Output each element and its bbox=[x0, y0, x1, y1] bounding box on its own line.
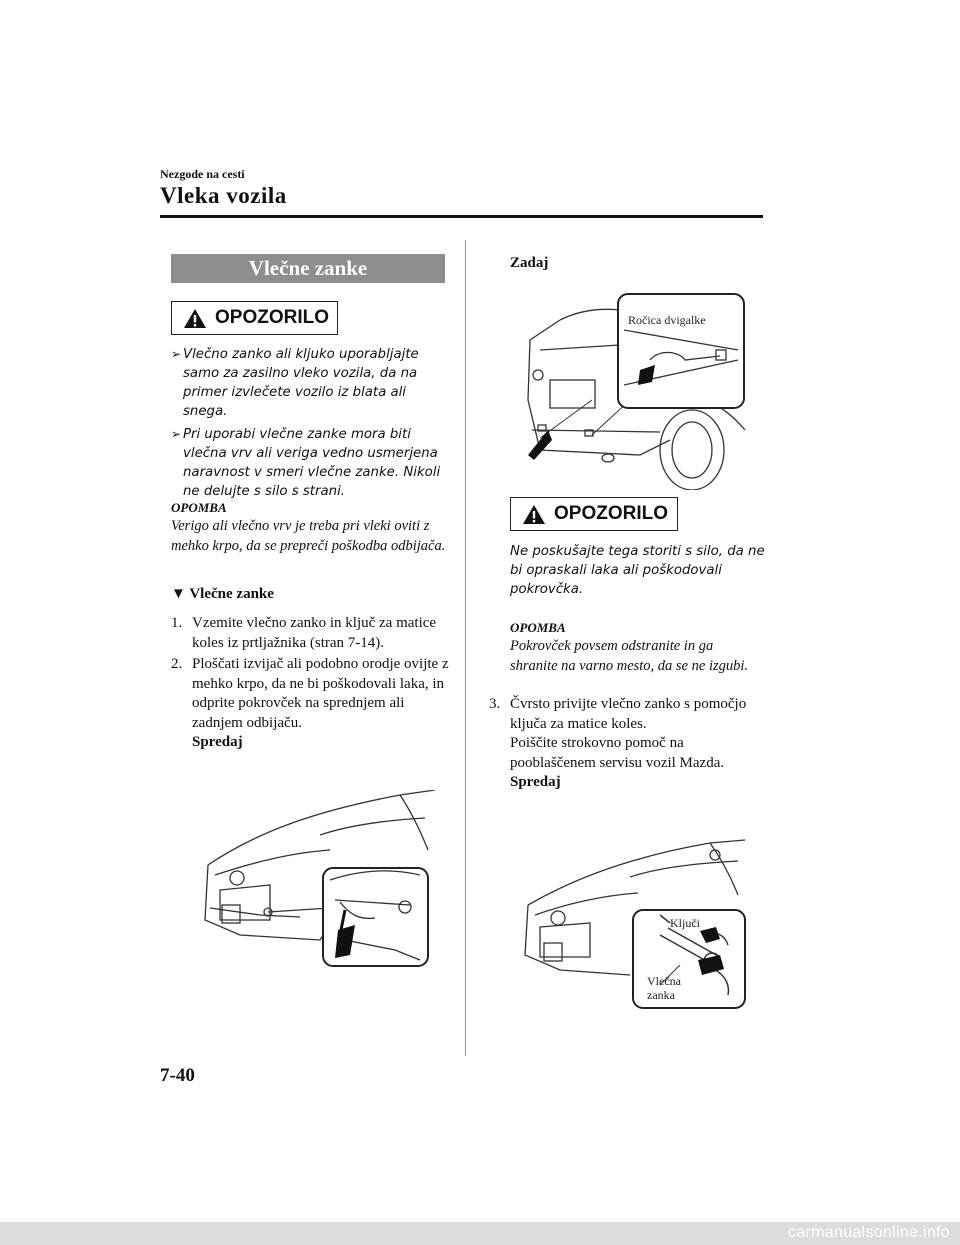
steps-list bbox=[489, 695, 765, 793]
note-body: Verigo ali vlečno vrv je treba pri vleki oviti z mehko krpo, da se prepreči poškodba odbijača. bbox=[171, 518, 446, 554]
list-item bbox=[171, 655, 457, 753]
warning-label: OPOZORILO bbox=[215, 307, 329, 328]
rear-bumper-illustration bbox=[520, 290, 750, 490]
list-item bbox=[171, 425, 451, 501]
key-label: Ključi bbox=[670, 916, 700, 930]
warning-box bbox=[510, 497, 678, 531]
figure-caption-front: Spredaj bbox=[192, 734, 243, 750]
jack-handle-label: Ročica dvigalke bbox=[628, 313, 706, 327]
step-text: Poiščite strokovno pomoč na pooblaščenem servisu vozil Mazda. bbox=[510, 735, 725, 771]
warning-text: Ne poskušajte tega storiti s silo, da ne bi opraskali laka ali poškodovali pokrovčka. bbox=[510, 544, 765, 597]
header-rule bbox=[160, 215, 763, 218]
step-text: Vzemite vlečno zanko in ključ za matice koles iz prtljažnika (stran 7-14). bbox=[192, 615, 437, 651]
figure-caption-rear: Zadaj bbox=[510, 255, 549, 271]
page-title: Vleka vozila bbox=[160, 183, 287, 208]
subsection-label: Vlečne zanke bbox=[189, 586, 274, 602]
triangle-down-icon: ▼ bbox=[171, 586, 186, 602]
note-body: Pokrovček povsem odstranite in ga shranite na varno mesto, da se ne izgubi. bbox=[510, 638, 749, 674]
step-number: 2. bbox=[171, 656, 183, 672]
list-item bbox=[489, 695, 765, 793]
steps-list bbox=[171, 614, 457, 755]
warning-label: OPOZORILO bbox=[554, 503, 668, 524]
arrow-bullet-icon: ➢ bbox=[171, 347, 182, 361]
section-title: Vlečne zanke bbox=[171, 254, 445, 283]
list-item bbox=[171, 614, 457, 653]
warning-icon bbox=[522, 504, 546, 525]
note-heading: OPOMBA bbox=[510, 620, 566, 635]
arrow-bullet-icon: ➢ bbox=[171, 427, 182, 441]
step-number: 3. bbox=[489, 696, 501, 712]
note-heading: OPOMBA bbox=[171, 500, 227, 515]
warning-list bbox=[171, 345, 451, 505]
watermark: carmanualsonline.info bbox=[788, 1224, 950, 1241]
step-text: Čvrsto privijte vlečno zanko s pomočjo ključa za matice koles. bbox=[510, 696, 747, 732]
hook-label-line1: Vlečna bbox=[647, 974, 681, 988]
column-divider bbox=[465, 240, 466, 1056]
list-item bbox=[171, 345, 451, 421]
page-number: 7-40 bbox=[160, 1065, 195, 1086]
note bbox=[510, 620, 760, 676]
hook-label-line2: zanka bbox=[647, 988, 675, 1002]
note bbox=[171, 500, 451, 556]
breadcrumb: Nezgode na cesti bbox=[160, 167, 245, 181]
warning-text: Pri uporabi vlečne zanke mora biti vlečna vrv ali veriga vedno usmerjena naravnost v smeri vlečne zanke. Nikoli ne delujte s silo s strani. bbox=[183, 427, 441, 499]
step-number: 1. bbox=[171, 615, 183, 631]
figure-caption-front: Spredaj bbox=[510, 774, 561, 790]
towing-eye-wrench-illustration bbox=[520, 835, 750, 1015]
step-text: Ploščati izvijač ali podobno orodje ovijte z mehko krpo, da ne bi poškodovali laka, in odprite pokrovček na sprednjem ali zadnjem odbijaču. bbox=[192, 656, 449, 731]
warning-box bbox=[171, 301, 338, 335]
front-bumper-illustration bbox=[200, 790, 440, 980]
warning-icon bbox=[183, 308, 207, 329]
warning-text: Vlečno zanko ali kljuko uporabljajte samo za zasilno vleko vozila, da na primer izvlečete vozilo iz blata ali snega. bbox=[183, 347, 419, 419]
subsection-title bbox=[171, 586, 274, 603]
